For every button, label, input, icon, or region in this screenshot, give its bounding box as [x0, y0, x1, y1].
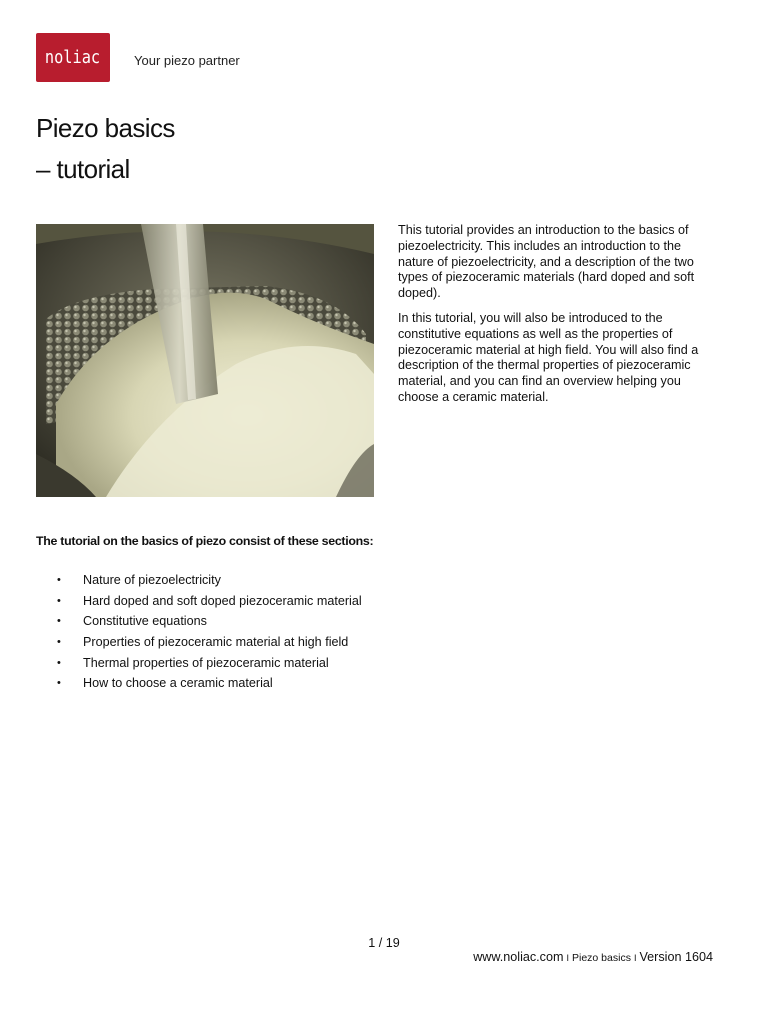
list-item-label: How to choose a ceramic material	[83, 676, 273, 691]
tagline: Your piezo partner	[134, 53, 240, 68]
list-item-label: Properties of piezoceramic material at high field	[83, 635, 349, 650]
list-item-label: Constitutive equations	[83, 614, 207, 629]
sections-list	[36, 570, 362, 694]
list-item-label: Nature of piezoelectricity	[83, 573, 221, 588]
list-item	[36, 652, 362, 673]
noliac-logo[interactable]	[36, 33, 110, 82]
footer-website-link[interactable]: www.noliac.com	[473, 950, 564, 964]
sections-heading: The tutorial on the basics of piezo consist of these sections:	[36, 534, 374, 548]
bullet: •	[57, 615, 61, 628]
logo-text: noliac	[45, 47, 101, 68]
footer-version: Version 1604	[639, 950, 713, 964]
list-item	[36, 632, 362, 653]
intro-paragraph-2: In this tutorial, you will also be introduced to the constitutive equations as well as the properties of piezoceramic material at high field. You will also find a description of the thermal properties of piezoceramic material, and you can find an overview helping you choose a ceramic material.	[398, 310, 699, 404]
bullet: •	[57, 636, 61, 649]
intro-text	[398, 223, 714, 415]
ceramic-powder-photo	[36, 224, 374, 497]
list-item-label: Thermal properties of piezoceramic material	[83, 655, 329, 670]
page-number: 1 / 19	[368, 936, 400, 950]
title-line-1: Piezo basics	[36, 113, 175, 143]
bullet: •	[57, 574, 61, 587]
footer-doc-name: Piezo basics	[572, 952, 631, 964]
footer-separator: I	[633, 953, 637, 963]
title-line-2: – tutorial	[36, 154, 130, 184]
list-item-label: Hard doped and soft doped piezoceramic material	[83, 593, 362, 608]
bullet: •	[57, 656, 61, 669]
list-item	[36, 591, 362, 612]
list-item	[36, 611, 362, 632]
bullet: •	[57, 594, 61, 607]
list-item	[36, 570, 362, 591]
bullet: •	[57, 677, 61, 690]
page-title	[36, 108, 175, 190]
footer	[473, 950, 713, 964]
intro-paragraph-1: This tutorial provides an introduction to the basics of piezoelectricity. This includes an introduction to the nature of piezoelectricity, and a description of the two types of piezoceramic materials (hard doped and soft doped).	[398, 223, 695, 301]
list-item	[36, 673, 362, 694]
footer-separator: I	[566, 953, 569, 963]
